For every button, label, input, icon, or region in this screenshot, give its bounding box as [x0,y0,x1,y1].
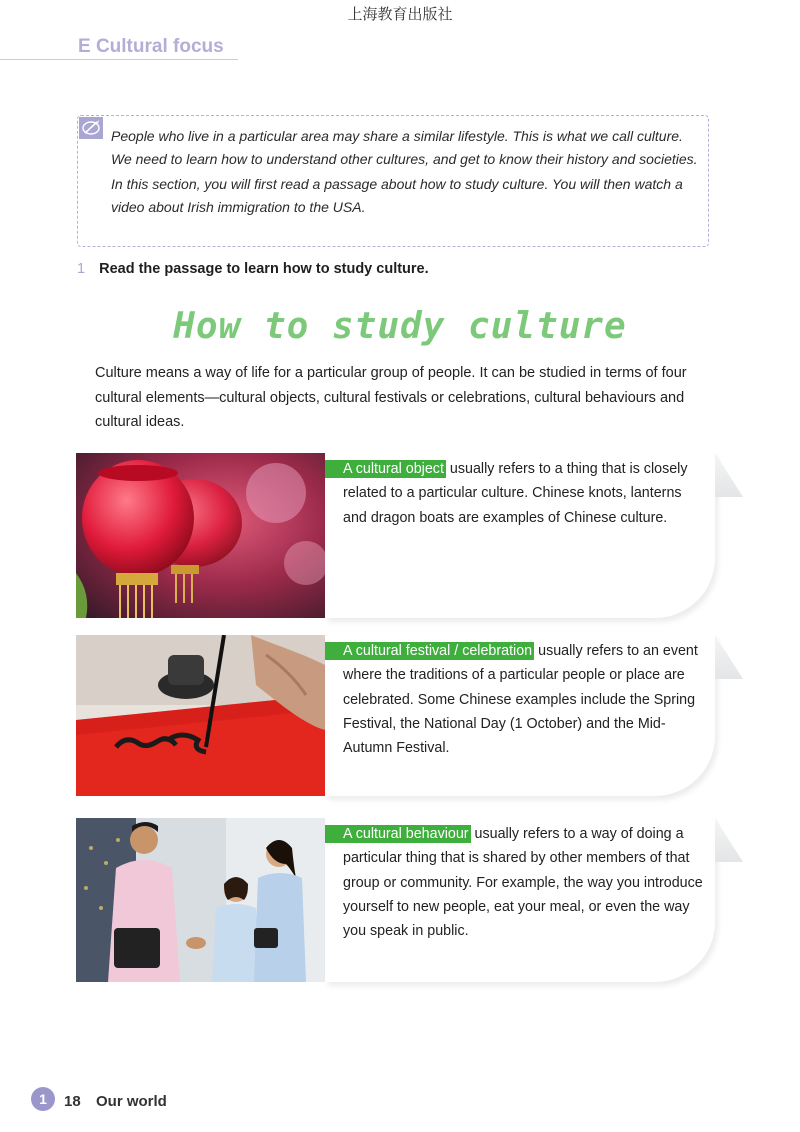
card-text [343,639,703,760]
task-instruction [77,261,429,277]
cultural-object-card [76,453,744,618]
card-text [343,822,703,943]
intro-paragraph: In this section, you will first read a passage about how to study culture. You will then watch a video about Irish immigration to the USA. [111,176,683,215]
calligraphy-photo [76,635,325,796]
card-description: usually refers to a way of doing a particular thing that is shared by other members of that group or community. For example, the way you introduce yourself to new people, eat your meal, or even the way you speak in public. [343,826,703,940]
pencil-note-icon [79,117,103,139]
cultural-behaviour-card [76,818,744,982]
section-divider [0,59,238,60]
unit-title: Our world [96,1093,167,1110]
page-fold-decoration [715,453,743,497]
task-text: Read the passage to learn how to study culture. [99,261,429,277]
publisher-name: 上海教育出版社 [347,5,453,23]
passage-title: How to study culture [173,306,627,347]
card-text [343,457,703,530]
task-number: 1 [77,261,86,277]
card-description: usually refers to an event where the traditions of a particular people or place are celebrated. Some Chinese examples include the Spring Festival, the National Day (1 October) and the Mid-Autumn Festival. [343,643,698,757]
intro-paragraph: People who live in a particular area may share a similar lifestyle. This is what we call culture. We need to learn how to understand other cultures, and get to know their history and societies. [111,128,698,167]
cultural-festival-card [76,635,744,796]
unit-number-badge: 1 [31,1087,55,1111]
page-number: 18 [64,1093,81,1110]
intro-box [77,115,709,247]
red-lanterns-photo [76,453,325,618]
passage-intro: Culture means a way of life for a particular group of people. It can be studied in terms of four cultural elements—cultural objects, cultural festivals or celebrations, cultural behaviours and cultural ideas. [95,365,687,430]
handshake-photo [76,818,325,982]
term-highlight: A cultural festival / celebration [325,642,534,660]
page-fold-decoration [715,818,743,862]
page-fold-decoration [715,635,743,679]
term-highlight: A cultural object [325,460,446,478]
card-description: usually refers to a thing that is closely related to a particular culture. Chinese knots, lanterns and dragon boats are examples of Chinese culture. [343,461,688,526]
section-title: E Cultural focus [78,36,224,57]
term-highlight: A cultural behaviour [325,825,471,843]
